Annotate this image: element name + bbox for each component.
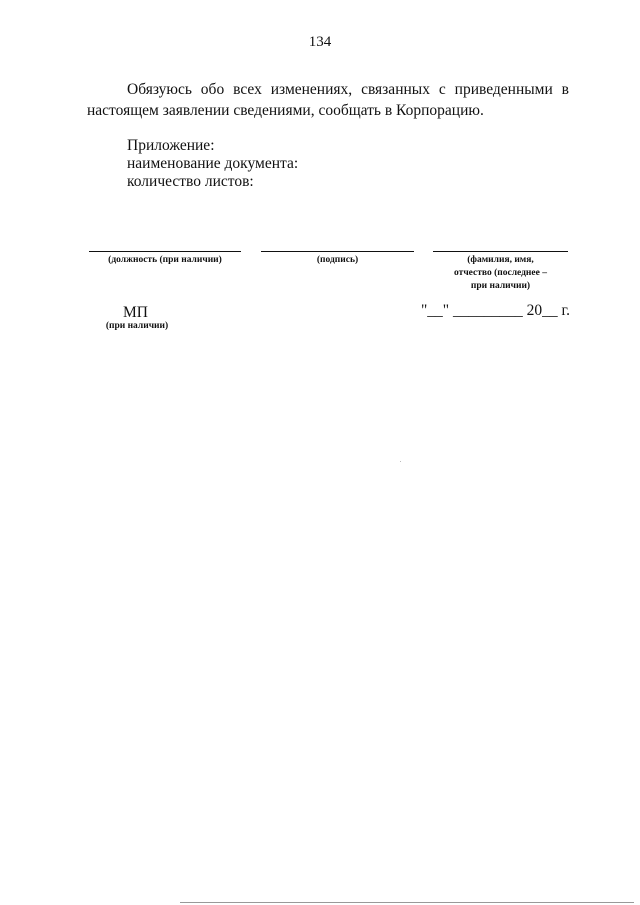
fullname-caption	[428, 254, 573, 293]
signature-caption: (подпись)	[316, 255, 359, 265]
fullname-caption-line: (фамилия, имя,	[467, 255, 534, 265]
page-bottom-edge	[180, 902, 634, 903]
seal-caption: (при наличии)	[105, 321, 169, 331]
seal-label: МП	[123, 304, 148, 321]
attachment-document-name: наименование документа:	[127, 155, 299, 172]
attachment-sheet-count: количество листов:	[127, 173, 254, 190]
attachment-title: Приложение:	[127, 137, 215, 154]
page-number: 134	[308, 34, 332, 50]
position-signature-line	[89, 251, 241, 252]
date-line: "__" _________ 20__ г.	[420, 302, 570, 319]
fullname-signature-line	[433, 251, 568, 252]
signature-line	[261, 251, 414, 252]
position-caption: (должность (при наличии)	[108, 255, 222, 265]
fullname-caption-line: при наличии)	[470, 281, 531, 291]
scan-speck	[400, 461, 401, 462]
fullname-caption-line: отчество (последнее –	[454, 268, 547, 278]
obligation-paragraph: Обязуюсь обо всех изменениях, связанных с приведенными в настоящем заявлении сведениями, сообщать в Корпорацию.	[87, 81, 569, 119]
